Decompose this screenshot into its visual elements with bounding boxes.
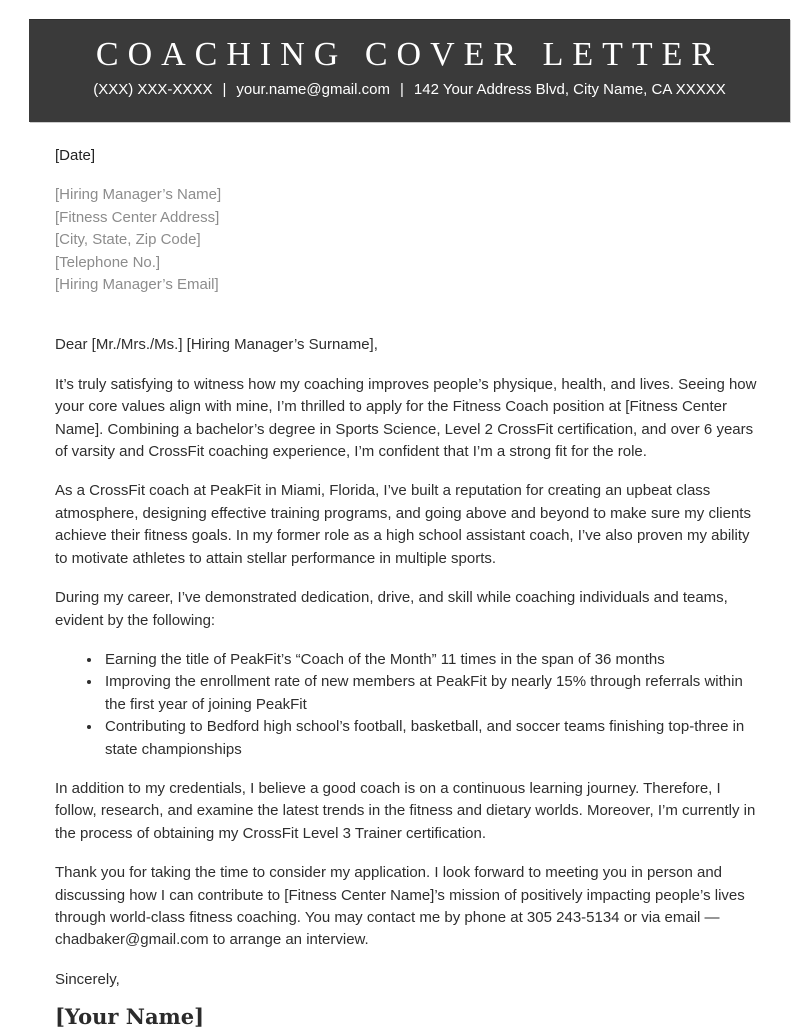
phone-number: (XXX) XXX-XXXX bbox=[93, 81, 213, 98]
paragraph-closing: Thank you for taking the time to consider my application. I look forward to meeting you in person and discussing how I can contribute to [Fitness Center Name]’s mission of positively impacting people’s lives through world-class fitness coaching. You may contact me by phone at 305 243-5134 or via email — chadbaker@gmail.com to arrange an interview. bbox=[55, 864, 745, 949]
achievement-item: • Improving the enrollment rate of new members at PeakFit by nearly 15% through referrals within the first year of joining PeakFit bbox=[102, 671, 761, 716]
paragraph-introduction: It’s truly satisfying to witness how my coaching improves people’s physique, health, and lives. Seeing how your core values align with mine, I’m thrilled to apply for the Fitness Coach position at [Fitness Center Name]. Combining a bachelor’s degree in Sports Science, Level 2 CrossFit certification, and over 6 years of varsity and CrossFit coaching experience, I’m confident that I’m a strong fit for the role. bbox=[55, 375, 757, 461]
sign-off: Sincerely, bbox=[55, 970, 120, 988]
salutation: Dear [Mr./Mrs./Ms.] [Hiring Manager’s Surname], bbox=[55, 336, 378, 354]
achievements-list bbox=[55, 649, 761, 761]
mailing-address: 142 Your Address Blvd, City Name, CA XXXXX bbox=[413, 81, 726, 98]
letter-body bbox=[55, 145, 761, 1030]
contact-line bbox=[29, 80, 790, 100]
signature-name-placeholder: [Your Name] bbox=[55, 1004, 205, 1030]
contact-separator: | bbox=[222, 81, 227, 98]
recipient-phone-placeholder: [Telephone No.] bbox=[55, 253, 161, 271]
recipient-email-placeholder: [Hiring Manager’s Email] bbox=[55, 276, 219, 294]
recipient-block bbox=[55, 184, 761, 296]
letter-header bbox=[29, 19, 790, 122]
achievement-item: • Earning the title of PeakFit’s “Coach of the Month” 11 times in the span of 36 months bbox=[102, 649, 761, 671]
achievement-item: • Contributing to Bedford high school’s football, basketball, and soccer teams finishing top-three in state championships bbox=[102, 716, 761, 761]
paragraph-continuous-learning: In addition to my credentials, I believe a good coach is on a continuous learning journey. Therefore, I follow, research, and examine the latest trends in the fitness and dietary worlds. Moreover, I’m currently in the process of obtaining my CrossFit Level 3 Trainer certification. bbox=[55, 779, 756, 842]
recipient-name-placeholder: [Hiring Manager’s Name] bbox=[55, 186, 222, 204]
email-address: your.name@gmail.com bbox=[236, 81, 390, 98]
recipient-city-placeholder: [City, State, Zip Code] bbox=[55, 231, 201, 249]
paragraph-achievements-intro: During my career, I’ve demonstrated dedication, drive, and skill while coaching individuals and teams, evident by the following: bbox=[55, 589, 728, 629]
recipient-address-placeholder: [Fitness Center Address] bbox=[55, 208, 220, 226]
contact-separator: | bbox=[399, 81, 404, 98]
letter-title: COACHING COVER LETTER bbox=[95, 36, 724, 73]
date-placeholder: [Date] bbox=[55, 147, 96, 164]
paragraph-experience: As a CrossFit coach at PeakFit in Miami, Florida, I’ve built a reputation for creating an upbeat class atmosphere, designing effective training programs, and going above and beyond to make sure my clients achieve their fitness goals. In my former role as a high school assistant coach, I’ve also proven my ability to motivate athletes to attain stellar performance in multiple sports. bbox=[55, 482, 751, 567]
